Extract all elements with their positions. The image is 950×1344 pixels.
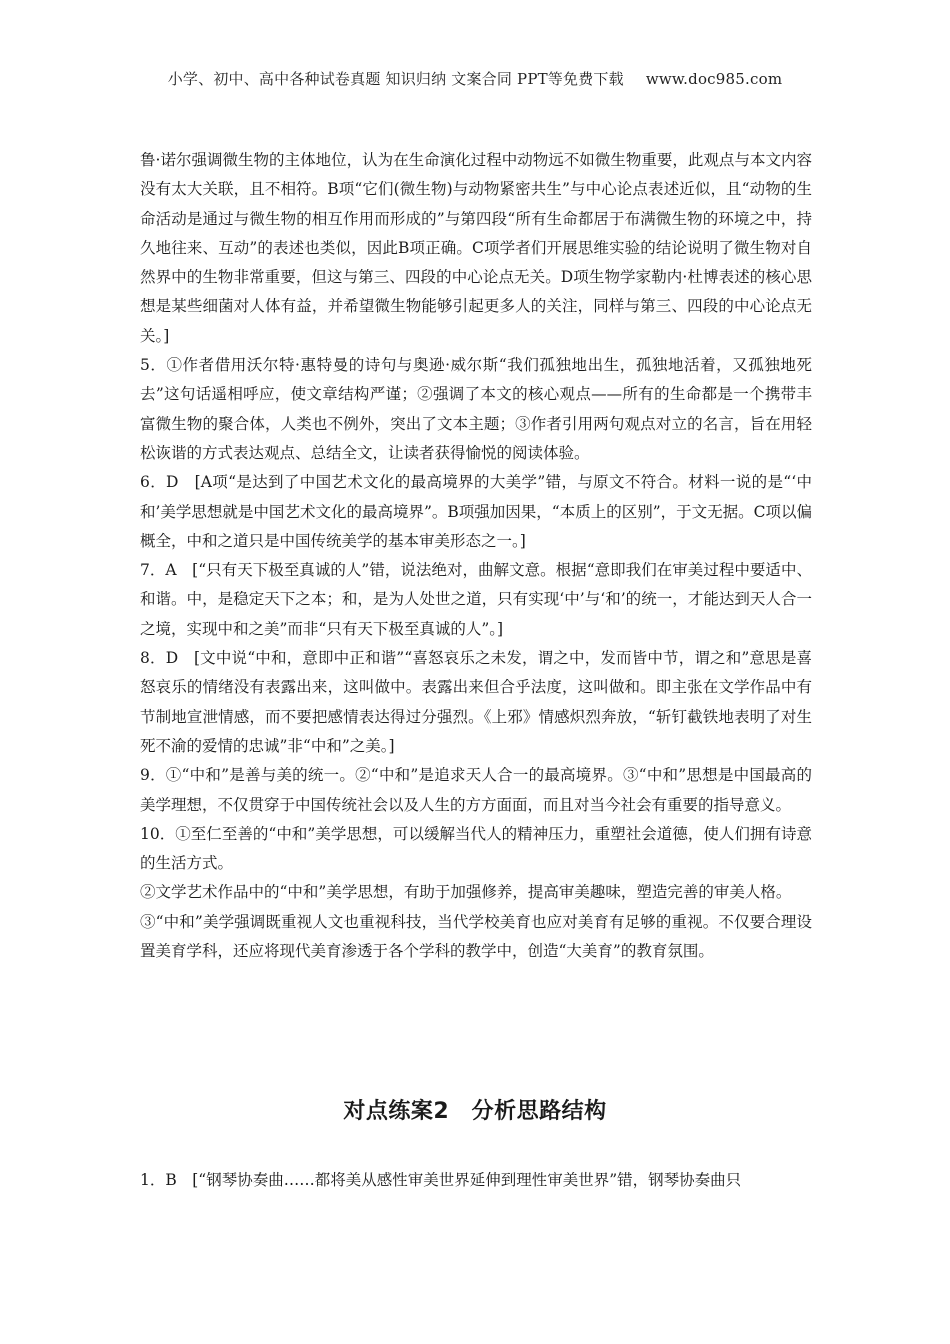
page-header bbox=[0, 68, 950, 89]
section-title: 对点练案2 分析思路结构 bbox=[343, 1099, 607, 1124]
header-website: www.doc985.com bbox=[645, 70, 783, 88]
answer-paragraph-4-continued: 鲁·诺尔强调微生物的主体地位，认为在生命演化过程中动物远不如微生物重要，此观点与本文内容没有太大关联，且不相符。B项“它们(微生物)与动物紧密共生”与中心论点表述近似，且“动物的生命活动是通过与微生物的相互作用而形成的”与第四段“所有生命都居于布满微生物的环境之中，持久地往来、互动”的表述也类似，因此B项正确。C项学者们开展思维实验的结论说明了微生物对自然界中的生物非常重要，但这与第三、四段的中心论点无关。D项生物学家勒内·杜博表述的核心思想是某些细菌对人体有益，并希望微生物能够引起更多人的关注，同样与第三、四段的中心论点无关。] bbox=[140, 151, 812, 345]
answer-paragraph-6: 6．D [A项“是达到了中国艺术文化的最高境界的大美学”错，与原文不符合。材料一说的是“‘中和’美学思想就是中国艺术文化的最高境界”。B项强加因果，“本质上的区别”，于文无据。C项以偏概全，中和之道只是中国传统美学的基本审美形态之一。] bbox=[140, 473, 812, 550]
answer-paragraph-10: 10．①至仁至善的“中和”美学思想，可以缓解当代人的精神压力，重塑社会道德，使人们拥有诗意的生活方式。 bbox=[140, 824, 812, 873]
answer-paragraph-10-point-2: ②文学艺术作品中的“中和”美学思想，有助于加强修养，提高审美趣味，塑造完善的审美人格。 bbox=[140, 883, 792, 902]
answer-paragraph-9: 9．①“中和”是善与美的统一。②“中和”是追求天人合一的最高境界。③“中和”思想是中国最高的美学理想，不仅贯穿于中国传统社会以及人生的方方面面，而且对当今社会有重要的指导意义。 bbox=[140, 766, 812, 814]
answer-paragraph-5: 5．①作者借用沃尔特·惠特曼的诗句与奥逊·威尔斯“我们孤独地出生，孤独地活着，又孤独地死去”这句话遥相呼应，使文章结构严谨；②强调了本文的核心观点——所有的生命都是一个携带丰富微生物的聚合体，人类也不例外，突出了文本主题；③作者引用两句观点对立的名言，旨在用轻松诙谐的方式表达观点、总结全文，让读者获得愉悦的阅读体验。 bbox=[140, 356, 812, 462]
answer-paragraph-7: 7．A [“只有天下极至真诚的人”错，说法绝对，曲解文意。根据“意即我们在审美过程中要适中、和谐。中，是稳定天下之本；和，是为人处世之道，只有实现‘中’与‘和’的统一，才能达到天人合一之境，实现中和之美”而非“只有天下极至真诚的人”。] bbox=[140, 561, 812, 638]
answer-paragraph-10-point-3: ③“中和”美学强调既重视人文也重视科技，当代学校美育也应对美育有足够的重视。不仅要合理设置美育学科，还应将现代美育渗透于各个学科的教学中，创造“大美育”的教育氛围。 bbox=[140, 912, 812, 961]
answer-paragraph-8: 8．D [文中说“中和，意即中正和谐”“喜怒哀乐之未发，谓之中，发而皆中节，谓之和”意思是喜怒哀乐的情绪没有表露出来，这叫做中。表露出来但合乎法度，这叫做和。即主张在文学作品中有节制地宣泄情感，而不要把感情表达得过分强烈。《上邪》情感炽烈奔放，“斩钉截铁地表明了对生死不渝的爱情的忠诚”非“中和”之美。] bbox=[140, 649, 812, 755]
answer-content bbox=[140, 146, 812, 966]
answer-paragraph-section2-1: 1．B [“钢琴协奏曲……都将美从感性审美世界延伸到理性审美世界”错，钢琴协奏曲只 bbox=[140, 1171, 742, 1189]
header-text: 小学、初中、高中各种试卷真题 知识归纳 文案合同 PPT等免费下载 bbox=[167, 70, 624, 88]
